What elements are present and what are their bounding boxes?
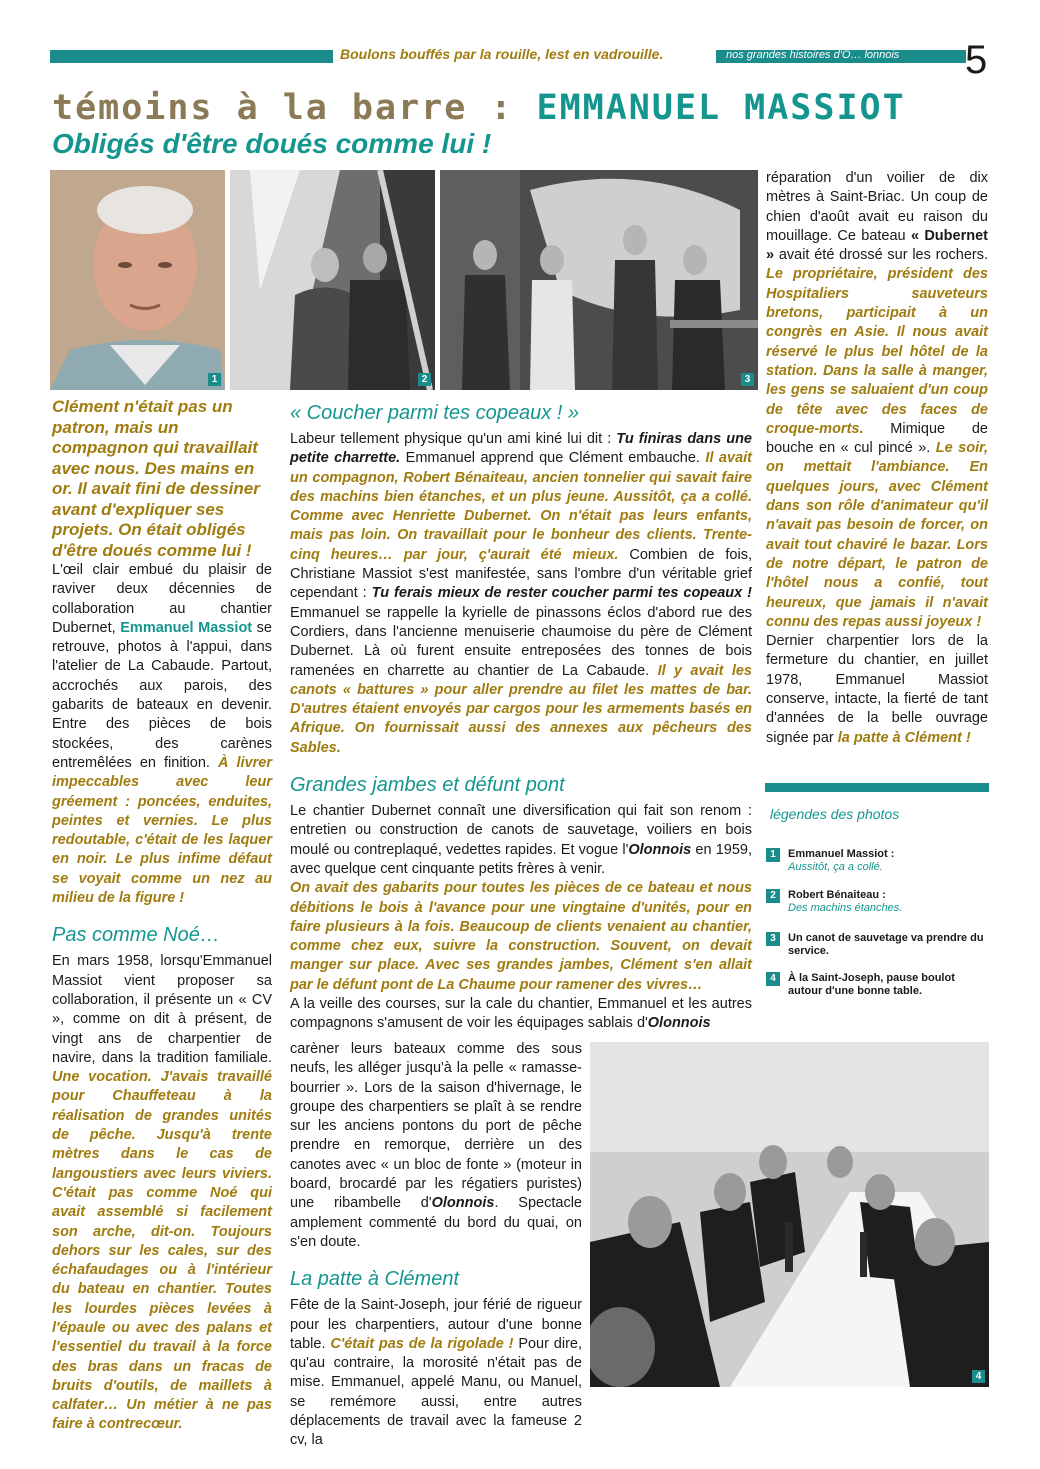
column-2-paragraph [290,1040,582,1252]
text-run: Combien de fois, Christiane Massiot s'est manifestée, sans l'ombre d'un véritable grief cependant : [290,546,752,602]
header-tagline: Boulons bouffés par la rouille, lest en vadrouille. [340,46,664,62]
photo-number: 4 [972,1370,985,1383]
caption-number: 2 [766,889,780,903]
quote-run: Il avait un compagnon, Robert Bénaiteau, ancien tonnelier qui savait faire des machins bien étanches, et un plus jeune. Aussitôt, ça a collé. Comme avec Henriette Dubernet. On n'était pas leurs enfants, mais pas loin. On travaillait pour le bonheur des clients. Trente-cinq heures… par jour, ç'aurait été mieux. [290,450,752,563]
text-run: En mars 1958, lorsqu'Emmanuel Massiot vient proposer sa collaboration, il présente un « CV », comme on dit à présent, de vingt ans de charpentier de navire, dans la tradition familiale. [52,953,272,1066]
quote-run: la patte à Clément ! [837,729,971,746]
text-run: Pour dire, qu'au contraire, la morosité n'était pas de mise. Emmanuel, appelé Manu, ou Manuel, se remémore aussi, entre autres déplacements de travail avec la fameuse 2 cv, la [290,1335,582,1449]
title-prefix: témoins à la barre : [52,88,514,128]
caption-head: À la Saint-Joseph, pause boulot autour d'une bonne table. [788,972,955,997]
text-run: avait été drossé sur les rochers. [774,247,988,264]
text-run: Labeur tellement physique qu'un ami kiné lui dit : [290,431,617,447]
caption-item [766,972,990,998]
column-2-paragraph [290,430,752,758]
boat-name: « Dubernet » [766,227,988,264]
page-subtitle: Obligés d'être doués comme lui ! [52,128,492,159]
photo-number: 1 [208,373,221,386]
caption-item [766,889,990,915]
quote-paragraph: On avait des gabarits pour toutes les pièces de ce bateau et nous débitions le bois à l'avance pour une vingtaine d'unités, pour en faire plusieurs à la fois. Beaucoup de clients venaient au chantier, comme chez eux, suivre la construction. Souvent, on devait manger sur place. Avec ses grandes jambes, Clément s'en allait par le défunt pont de La Chaume pour ramener des vivres… [290,880,752,993]
photo-lifeboat-crew [440,170,758,390]
column-1-paragraph [52,952,272,1434]
quote-run: À livrer impeccables avec leur gréement : poncées, enduites, peintes et vernies. Le plus redoutable, c'était de les laquer en noir. Le plus infime défaut se voyait comme un nez au milieu de la figure ! [52,754,272,907]
column-2-paragraph [290,802,752,879]
column-3 [766,169,988,748]
photo-workshop [230,170,435,390]
boat-name: Olonnois [628,841,692,858]
column-3-paragraph [766,169,988,632]
column-2-paragraph [290,1296,582,1450]
column-1-paragraph [52,561,272,908]
caption-head: Robert Bénaiteau : [788,889,886,901]
column-1-lead: Clément n'était pas un patron, mais un compagnon qui travaillait avec nous. Des mains en or. Il avait fini de dessiner avant d'expliquer ses projets. On était obligés d'être doués comme lui ! [52,397,260,560]
text-run: en 1959, avec quelque cent cinquante petits frères à venir. [290,841,752,877]
caption-number: 4 [766,972,780,986]
person-name: Emmanuel Massiot [120,619,253,636]
text-run: Emmanuel se rappelle la kyrielle de pinassons éclos d'abord rue des Cordiers, dans l'ancienne menuiserie chaumoise du père de Clément Dubernet. Là où furent ensuite entreposées des tonnes de bois ramenées en charrette au chantier de La Cabaude. [290,604,752,679]
photo-banquet [590,1042,989,1387]
quote-run: C'était pas de la rigolade ! [330,1335,514,1352]
caption-number: 3 [766,932,780,946]
caption-head: Un canot de sauvetage va prendre du service. [788,932,984,957]
text-run: Emmanuel apprend que Clément embauche. [400,450,706,467]
text-run: Le chantier Dubernet connaît une diversification qui fait son renom : entretien ou construction de canots de sauvetage, voiliers en bois moulé ou contreplaqué, vedettes rapides. Et vogue l' [290,803,752,858]
caption-head: Emmanuel Massiot : [788,848,895,860]
caption-number: 1 [766,848,780,862]
boat-name: Olonnois [431,1195,495,1212]
captions-title: légendes des photos [770,806,900,822]
column-2-paragraph [290,995,752,1034]
header-bar-left [50,50,333,63]
photo-number: 2 [418,373,431,386]
text-run: . Spectacle amplement commenté du bord du quai, on s'en doute. [290,1195,582,1250]
text-run: L'œil clair embué du plaisir de raviver deux décennies de collaboration au chantier Dubernet, [52,562,272,636]
caption-sub: Des machins étanches. [788,902,903,914]
column-3-paragraph [766,632,988,748]
header-series: nos grandes histoires d'O… lonnois [726,49,900,61]
section-heading: Grandes jambes et défunt pont [290,774,565,797]
title-name: EMMANUEL MASSIOT [536,88,906,128]
section-heading: « Coucher parmi tes copeaux ! » [290,402,580,424]
caption-sub: Aussitôt, ça a collé. [788,861,883,873]
text-run: se retrouve, photos à l'appui, dans l'atelier de La Cabaude. Partout, accrochés aux parois, des gabarits de bateaux en devenir. Entre des pièces de bois stockées, des carènes entremêlées en finition. [52,619,272,771]
page-title [52,88,906,128]
quote-run: Le soir, on mettait l'ambiance. En quelques jours, avec Clément dans son rôle d'animateur qu'il n'avait pas besoin de forcer, on avait tout chaviré le bazar. Lors de notre départ, le patron de l'hôtel nous a confié, tout heureux, que jamais il n'avait connu des repas aussi joyeux ! [766,440,988,630]
quote-run: Tu finiras dans une petite charrette. [290,431,752,467]
photo-number: 3 [741,373,754,386]
caption-item [766,932,990,958]
text-run: Dernier charpentier lors de la fermeture du chantier, en juillet 1978, Emmanuel Massiot conserve, intacte, la fierté de tant d'années de la belle ouvrage signée par [766,633,988,746]
column-1 [52,397,272,1435]
text-run: Mimique de bouche en « cul pincé ». [766,420,988,457]
captions-bar [765,783,989,792]
photo-portrait [50,170,225,390]
section-heading: La patte à Clément [290,1268,459,1291]
section-heading: Pas comme Noé… [52,924,220,947]
column-2-lower [290,1040,582,1451]
quote-run: Le propriétaire, président des Hospitaliers sauveteurs bretons, participait à un congrès en Asie. Il nous avait réservé le plus bel hôtel de la station. Dans la salle à manger, les gens se saluaient d'un coup de tête avec des faces de croque-morts. [766,266,988,437]
text-run: A la veille des courses, sur la cale du chantier, Emmanuel et les autres compagnons s'amusent de voir les équipages sablais d' [290,996,752,1032]
text-run: carèner leurs bateaux comme des sous neufs, les alléger jusqu'à la pelle « ramasse-bourrier ». Lors de la saison d'hivernage, le groupe des charpentiers se plaît à se rendre sur les anciens pontons du port de pêche prendre en remorque, derrière un des canotes avec « un bloc de fonte » (moteur in board, brocardé par les régatiers puristes) une ribambelle d' [290,1041,582,1212]
page-number: 5 [965,38,988,82]
quote-run: Une vocation. J'avais travaillé pour Chauffeteau à la réalisation de grandes unités de pêche. Jusqu'à trente mètres dans le cas de langoustiers avec leurs viviers. C'était pas comme Noé qui avait assemblé si facilement son arche, dit-on. Toujours dehors sur les cales, sur des échafaudages ou à l'intérieur du bateau en chantier. Toutes les lourdes pièces levées à l'épaule ou avec des palans et l'essentiel du travail à la force des bras dans un fracas de bruits d'outils, de maillets à calfater… Un métier à ne pas faire à contrecœur. [52,1069,272,1433]
caption-item [766,848,990,874]
column-2 [290,400,752,1034]
quote-run: Il y avait les canots « battures » pour aller prendre au filet les mattes de bar. D'autres étaient envoyés par cargos pour les armements basés en Afrique. On fournissait aussi des annexes aux pêcheurs des Sables. [290,662,752,756]
boat-name: Olonnois [647,1015,711,1032]
text-run: Fête de la Saint-Joseph, jour férié de rigueur pour les charpentiers, autour d'une bonne table. [290,1297,582,1352]
quote-run: Tu ferais mieux de rester coucher parmi tes copeaux ! [371,585,752,602]
text-run: réparation d'un voilier de dix mètres à Saint-Briac. Un coup de chien d'août avait eu raison du mouillage. Ce bateau [766,170,988,244]
